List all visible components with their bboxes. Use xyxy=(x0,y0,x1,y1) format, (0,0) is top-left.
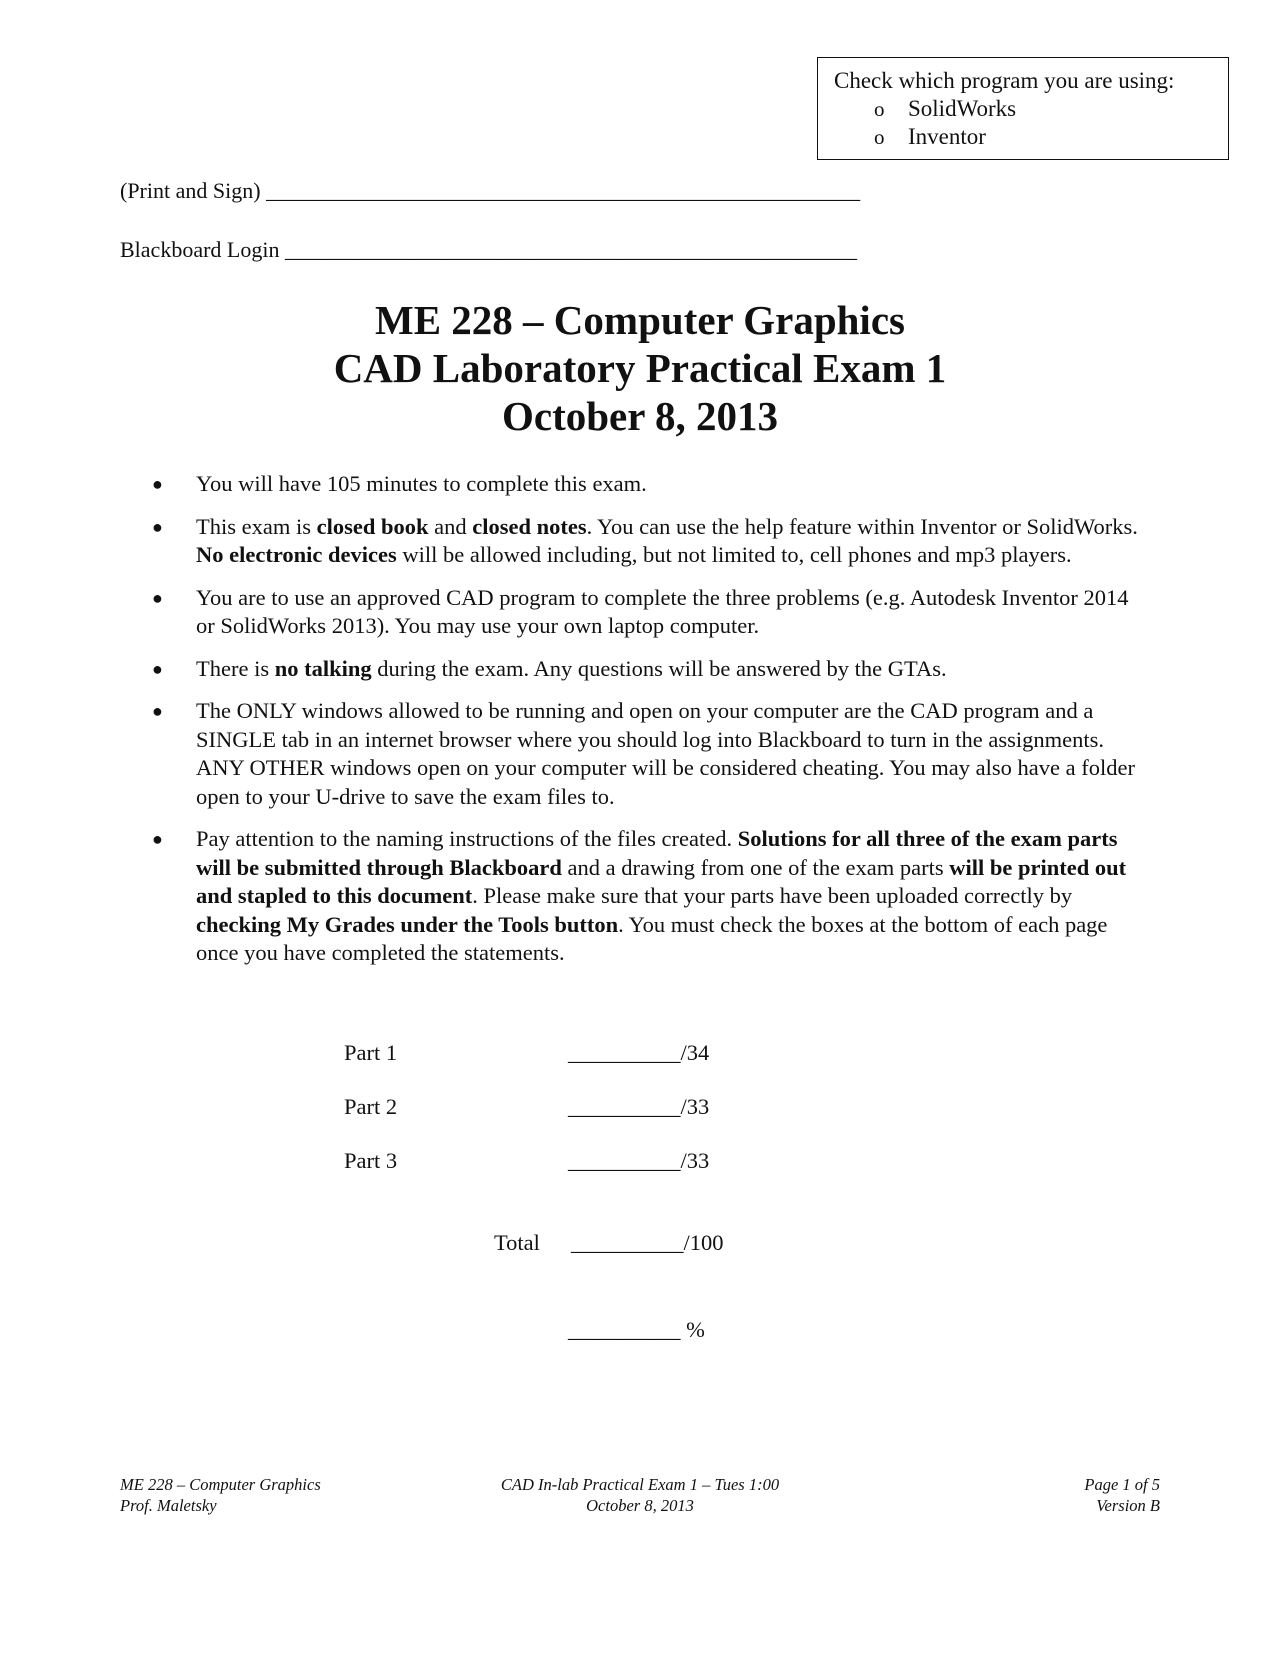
bullet-icon: ● xyxy=(152,658,163,679)
score-label-part-3: Part 3 xyxy=(344,1148,398,1173)
score-blank-part-3[interactable]: __________/33 xyxy=(568,1148,710,1173)
footer-exam: CAD In-lab Practical Exam 1 – Tues 1:00 xyxy=(500,1475,780,1494)
text-run: This exam is xyxy=(196,513,317,539)
text-run: . Please make sure that your parts have been uploaded correctly by xyxy=(472,883,1073,908)
score-total-blank[interactable]: __________/100 xyxy=(571,1230,724,1255)
option-label: SolidWorks xyxy=(908,96,1017,121)
program-prompt: Check which program you are using: xyxy=(834,68,1175,93)
bold-text: closed notes xyxy=(472,513,587,539)
page-title xyxy=(0,296,1280,440)
option-inventor[interactable] xyxy=(874,123,1228,151)
list-item-text xyxy=(196,697,1152,811)
list-item xyxy=(152,513,1152,570)
text-run: and a drawing from one of the exam parts xyxy=(561,854,950,880)
bold-text: will be printed out and stapled to this document xyxy=(196,854,1127,908)
bold-text: checking My Grades under the Tools button xyxy=(196,911,619,937)
bullet-icon: ● xyxy=(152,474,163,494)
text-run: You are to use an approved CAD program to complete the three problems (e.g. Autodesk Inventor 2014 or SolidWorks 2013). You may use your own laptop computer. xyxy=(196,584,1129,638)
list-item-text xyxy=(196,584,1152,641)
bullet-icon: ● xyxy=(152,701,163,721)
text-run: will be allowed including, but not limited to, cell phones and mp3 players. xyxy=(396,542,1072,567)
bullet-icon: ● xyxy=(152,587,163,608)
list-item xyxy=(152,584,1152,641)
list-item xyxy=(152,825,1152,968)
bold-text: Solutions for all three of the exam parts will be submitted through Blackboard xyxy=(196,826,1118,880)
score-label-part-1: Part 1 xyxy=(344,1040,398,1065)
bold-text: closed book xyxy=(316,513,429,539)
text-run: . You can use the help feature within Inventor or SolidWorks. xyxy=(586,513,1138,539)
field-blank[interactable]: ______________________________________________________ xyxy=(266,178,861,203)
option-label: Inventor xyxy=(908,124,986,149)
list-item-text xyxy=(196,470,1152,499)
bold-text: No electronic devices xyxy=(196,542,397,567)
text-run: There is xyxy=(196,655,275,681)
score-percent-blank[interactable]: __________ % xyxy=(568,1317,705,1342)
list-item-text xyxy=(196,655,1152,684)
score-total-label: Total xyxy=(494,1230,540,1255)
text-run: The ONLY windows allowed to be running and open on your computer are the CAD program and a SINGLE tab in an internet browser where you should log into Blackboard to turn in the assignments. ANY OTHER windows open on your computer will be considered cheating. You may also have a folder open to your U-drive to save the exam files to. xyxy=(196,698,1135,809)
text-run: during the exam. Any questions will be answered by the GTAs. xyxy=(371,655,947,681)
score-blank-part-2[interactable]: __________/33 xyxy=(568,1094,710,1119)
list-item-text xyxy=(196,825,1152,968)
text-run: You will have 105 minutes to complete this exam. xyxy=(196,471,647,496)
print-and-sign-field[interactable] xyxy=(120,178,860,204)
list-item-text xyxy=(196,513,1152,570)
footer-left xyxy=(120,1474,321,1516)
title-line-2: CAD Laboratory Practical Exam 1 xyxy=(333,345,947,391)
blackboard-login-field[interactable] xyxy=(120,237,857,263)
list-item xyxy=(152,470,1152,499)
option-solidworks[interactable] xyxy=(874,95,1228,123)
title-line-3: October 8, 2013 xyxy=(502,393,778,439)
text-run: . You must check the boxes at the bottom of each page once you have completed the statements. xyxy=(196,911,1108,965)
field-label: Blackboard Login xyxy=(120,237,280,262)
text-run: and xyxy=(428,513,473,539)
program-checkbox-panel xyxy=(817,57,1229,160)
score-blank-part-1[interactable]: __________/34 xyxy=(568,1040,710,1065)
score-label-part-2: Part 2 xyxy=(344,1094,398,1119)
radio-circle-icon[interactable]: o xyxy=(874,97,885,121)
instruction-list xyxy=(152,470,1152,982)
footer-version: Version B xyxy=(1096,1496,1160,1515)
bullet-icon: ● xyxy=(152,516,163,537)
list-item xyxy=(152,697,1152,811)
list-item xyxy=(152,655,1152,684)
title-line-1: ME 228 – Computer Graphics xyxy=(375,297,905,343)
bold-text: no talking xyxy=(274,655,372,681)
bullet-icon: ● xyxy=(152,829,163,849)
field-blank[interactable]: ____________________________________________________ xyxy=(284,237,857,262)
footer-professor: Prof. Maletsky xyxy=(120,1496,217,1515)
field-label: (Print and Sign) xyxy=(120,178,261,203)
footer-page-number: Page 1 of 5 xyxy=(1084,1475,1160,1494)
radio-circle-icon[interactable]: o xyxy=(874,125,885,149)
footer-right xyxy=(960,1474,1160,1516)
footer-center xyxy=(440,1474,840,1516)
footer-course: ME 228 – Computer Graphics xyxy=(120,1475,321,1494)
text-run: Pay attention to the naming instructions of the files created. xyxy=(196,826,738,851)
footer-date: October 8, 2013 xyxy=(586,1496,694,1515)
